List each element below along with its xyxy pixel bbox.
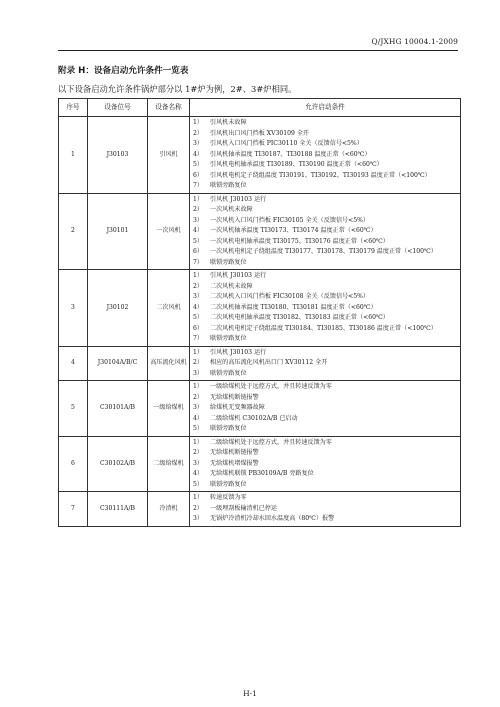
intro-text: 以下设备启动允许条件锅炉部分以 1#炉为例，2#、3#炉相同。 (58, 84, 297, 94)
condition-item (193, 403, 458, 414)
condition-text: 一次风机入口风门挡板 FIC30105 全关（反馈信号<5%） (210, 216, 370, 224)
header-rule (58, 50, 458, 51)
row-index: 5 (59, 381, 88, 437)
condition-text: 二次风机电机轴承温度 TI30182、TI30183 温度正常（<60℃） (210, 314, 389, 321)
condition-list (190, 492, 461, 527)
condition-number: 4） (193, 303, 203, 311)
condition-text: 联锁旁路复位 (210, 335, 247, 342)
condition-text: 一次风机电机定子绕组温度 TI30177、TI30178、TI30179 温度正常（<100℃） (210, 248, 437, 255)
condition-number: 3） (193, 369, 203, 377)
condition-text: 无给煤机联锁 PB30109A/B 旁路复位 (210, 470, 314, 477)
condition-text: 无给煤机断链报警 (210, 393, 259, 401)
condition-text: 引风机电机轴承温度 TI30189、TI30190 温度正常（<60℃） (210, 161, 383, 168)
condition-list (190, 117, 461, 194)
condition-text: 引风机入口风门挡板 PIC30110 全关（反馈信号<5%） (210, 140, 363, 147)
condition-number: 6） (193, 248, 203, 255)
condition-number: 1） (193, 494, 203, 501)
condition-number: 1） (193, 438, 203, 446)
equipment-name: 引风机 (148, 117, 190, 194)
equipment-tag: J30103 (88, 117, 148, 194)
condition-number: 5） (193, 237, 203, 245)
table-row (59, 436, 461, 492)
condition-text: 相应的高压流化风机出口门 XV30112 全开 (210, 359, 328, 366)
page-number: H-1 (243, 689, 257, 698)
condition-item (193, 139, 458, 150)
equipment-tag: J30102 (88, 270, 148, 347)
table-header-row (59, 99, 461, 117)
condition-list (190, 270, 461, 347)
condition-item (193, 324, 458, 335)
condition-number: 2） (193, 206, 203, 213)
condition-item (193, 292, 458, 303)
condition-text: 联锁旁路复位 (210, 369, 247, 377)
table-row (59, 117, 461, 194)
condition-item (193, 469, 458, 480)
condition-item (193, 258, 458, 269)
condition-text: 二次风机轴承温度 TI30180、TI30181 温度正常（<60℃） (210, 303, 377, 311)
condition-item (193, 493, 458, 504)
condition-text: 一级给煤机处于远控方式，并且转速反馈为零 (210, 383, 332, 390)
col-header-name: 设备名称 (148, 99, 190, 117)
condition-item (193, 226, 458, 237)
condition-number: 2） (193, 393, 203, 401)
equipment-tag: J30101 (88, 193, 148, 270)
condition-item (193, 448, 458, 459)
condition-number: 4） (193, 470, 203, 477)
condition-text: 引风机 J30103 运行 (210, 195, 267, 203)
equipment-name: 冷渣机 (148, 492, 190, 527)
condition-text: 二次风机电机定子绕组温度 TI30184、TI30185、TI30186 温度正常（<100℃） (210, 324, 437, 332)
table-row (59, 193, 461, 270)
condition-text: 引风机未故障 (210, 119, 247, 126)
condition-number: 2） (193, 282, 203, 290)
condition-text: 无锅炉冷渣机冷却水回水温度高（80℃）报警 (210, 515, 335, 522)
condition-text: 引风机 J30103 运行 (210, 272, 267, 279)
equipment-tag: J30104A/B/C (88, 346, 148, 381)
condition-number: 4） (193, 150, 203, 158)
condition-text: 二级给煤机 C30102A/B 已启动 (210, 414, 298, 422)
condition-text: 联锁旁路复位 (210, 258, 247, 266)
condition-number: 1） (193, 272, 203, 279)
condition-number: 7） (193, 182, 203, 189)
condition-item (193, 348, 458, 359)
condition-number: 2） (193, 129, 203, 137)
equipment-name: 一级给煤机 (148, 381, 190, 437)
condition-item (193, 303, 458, 314)
condition-item (193, 393, 458, 404)
condition-text: 引风机电机定子绕组温度 TI30191、TI30192、TI30193 温度正常（<100℃） (210, 171, 431, 179)
row-index: 6 (59, 436, 88, 492)
row-index: 2 (59, 193, 88, 270)
condition-text: 引风机出口风门挡板 XV30109 全开 (210, 129, 310, 137)
row-index: 4 (59, 346, 88, 381)
equipment-tag: C30111A/B (88, 492, 148, 527)
condition-item (193, 480, 458, 491)
condition-number: 2） (193, 359, 203, 366)
condition-number: 6） (193, 171, 203, 179)
condition-text: 无给煤机断链报警 (210, 449, 259, 456)
condition-number: 3） (193, 459, 203, 467)
condition-item (193, 313, 458, 324)
condition-number: 3） (193, 404, 203, 411)
condition-item (193, 504, 458, 515)
condition-item (193, 118, 458, 129)
condition-item (193, 160, 458, 171)
appendix-title: 附录 H：设备启动允许条件一览表 (58, 66, 189, 76)
condition-list (190, 193, 461, 270)
row-index: 7 (59, 492, 88, 527)
col-header-index: 序号 (59, 99, 88, 117)
col-header-conditions: 允许启动条件 (190, 99, 461, 117)
condition-number: 2） (193, 504, 203, 512)
condition-item (193, 438, 458, 449)
condition-number: 7） (193, 335, 203, 342)
condition-number: 5） (193, 480, 203, 488)
row-index: 3 (59, 270, 88, 347)
condition-number: 6） (193, 324, 203, 332)
condition-item (193, 171, 458, 182)
document-code: Q/JXHG 10004.1-2009 (371, 37, 458, 46)
col-header-tag: 设备位号 (88, 99, 148, 117)
equipment-name: 二次风机 (148, 270, 190, 347)
condition-text: 二次风机未故障 (210, 282, 253, 290)
condition-text: 引风机 J30103 运行 (210, 348, 267, 356)
condition-item (193, 369, 458, 380)
condition-text: 转速反馈为零 (210, 494, 247, 501)
table-row (59, 346, 461, 381)
condition-number: 5） (193, 161, 203, 168)
startup-conditions-table (58, 98, 461, 527)
condition-number: 7） (193, 258, 203, 266)
condition-text: 联锁旁路复位 (210, 480, 247, 488)
row-index: 1 (59, 117, 88, 194)
condition-text: 一次风机电机轴承温度 TI30175、TI30176 温度正常（<60℃） (210, 237, 389, 245)
condition-text: 一次风机未故障 (210, 206, 253, 213)
condition-item (193, 424, 458, 435)
condition-text: 联锁旁路复位 (210, 182, 247, 189)
table-row (59, 381, 461, 437)
condition-item (193, 358, 458, 369)
condition-text: 一次风机轴承温度 TI30173、TI30174 温度正常（<60℃） (210, 227, 377, 234)
condition-text: 二级给煤机处于远控方式，并且转速反馈为零 (210, 438, 332, 446)
condition-number: 5） (193, 314, 203, 321)
table-row (59, 492, 461, 527)
condition-item (193, 414, 458, 425)
condition-list (190, 381, 461, 437)
condition-item (193, 271, 458, 282)
equipment-tag: C30101A/B (88, 381, 148, 437)
condition-number: 4） (193, 227, 203, 234)
condition-item (193, 216, 458, 227)
condition-text: 一级埋刮板输渣机已停运 (210, 504, 278, 512)
condition-number: 3） (193, 216, 203, 224)
condition-number: 3） (193, 515, 203, 522)
condition-item (193, 205, 458, 216)
condition-text: 联锁旁路复位 (210, 425, 247, 432)
condition-item (193, 459, 458, 470)
equipment-tag: C30102A/B (88, 436, 148, 492)
condition-number: 1） (193, 119, 203, 126)
condition-number: 5） (193, 425, 203, 432)
condition-number: 2） (193, 449, 203, 456)
condition-item (193, 334, 458, 345)
condition-item (193, 129, 458, 140)
condition-item (193, 247, 458, 258)
condition-item (193, 237, 458, 248)
condition-item (193, 382, 458, 393)
condition-number: 3） (193, 293, 203, 300)
condition-number: 4） (193, 414, 203, 422)
condition-item (193, 195, 458, 206)
condition-number: 1） (193, 383, 203, 390)
condition-list (190, 346, 461, 381)
condition-number: 1） (193, 195, 203, 203)
condition-number: 1） (193, 348, 203, 356)
condition-list (190, 436, 461, 492)
condition-number: 3） (193, 140, 203, 147)
condition-text: 无给煤机堵煤报警 (210, 459, 259, 467)
condition-text: 二次风机入口风门挡板 FIC30108 全关（反馈信号<5%） (210, 293, 370, 300)
equipment-name: 一次风机 (148, 193, 190, 270)
equipment-name: 二级给煤机 (148, 436, 190, 492)
table-row (59, 270, 461, 347)
condition-item (193, 181, 458, 192)
condition-text: 给煤机无变频器故障 (210, 404, 265, 411)
condition-text: 引风机轴承温度 TI30187、TI30188 温度正常（<60℃） (210, 150, 371, 158)
condition-item (193, 282, 458, 293)
equipment-name: 高压流化风机 (148, 346, 190, 381)
condition-item (193, 150, 458, 161)
condition-item (193, 514, 458, 525)
